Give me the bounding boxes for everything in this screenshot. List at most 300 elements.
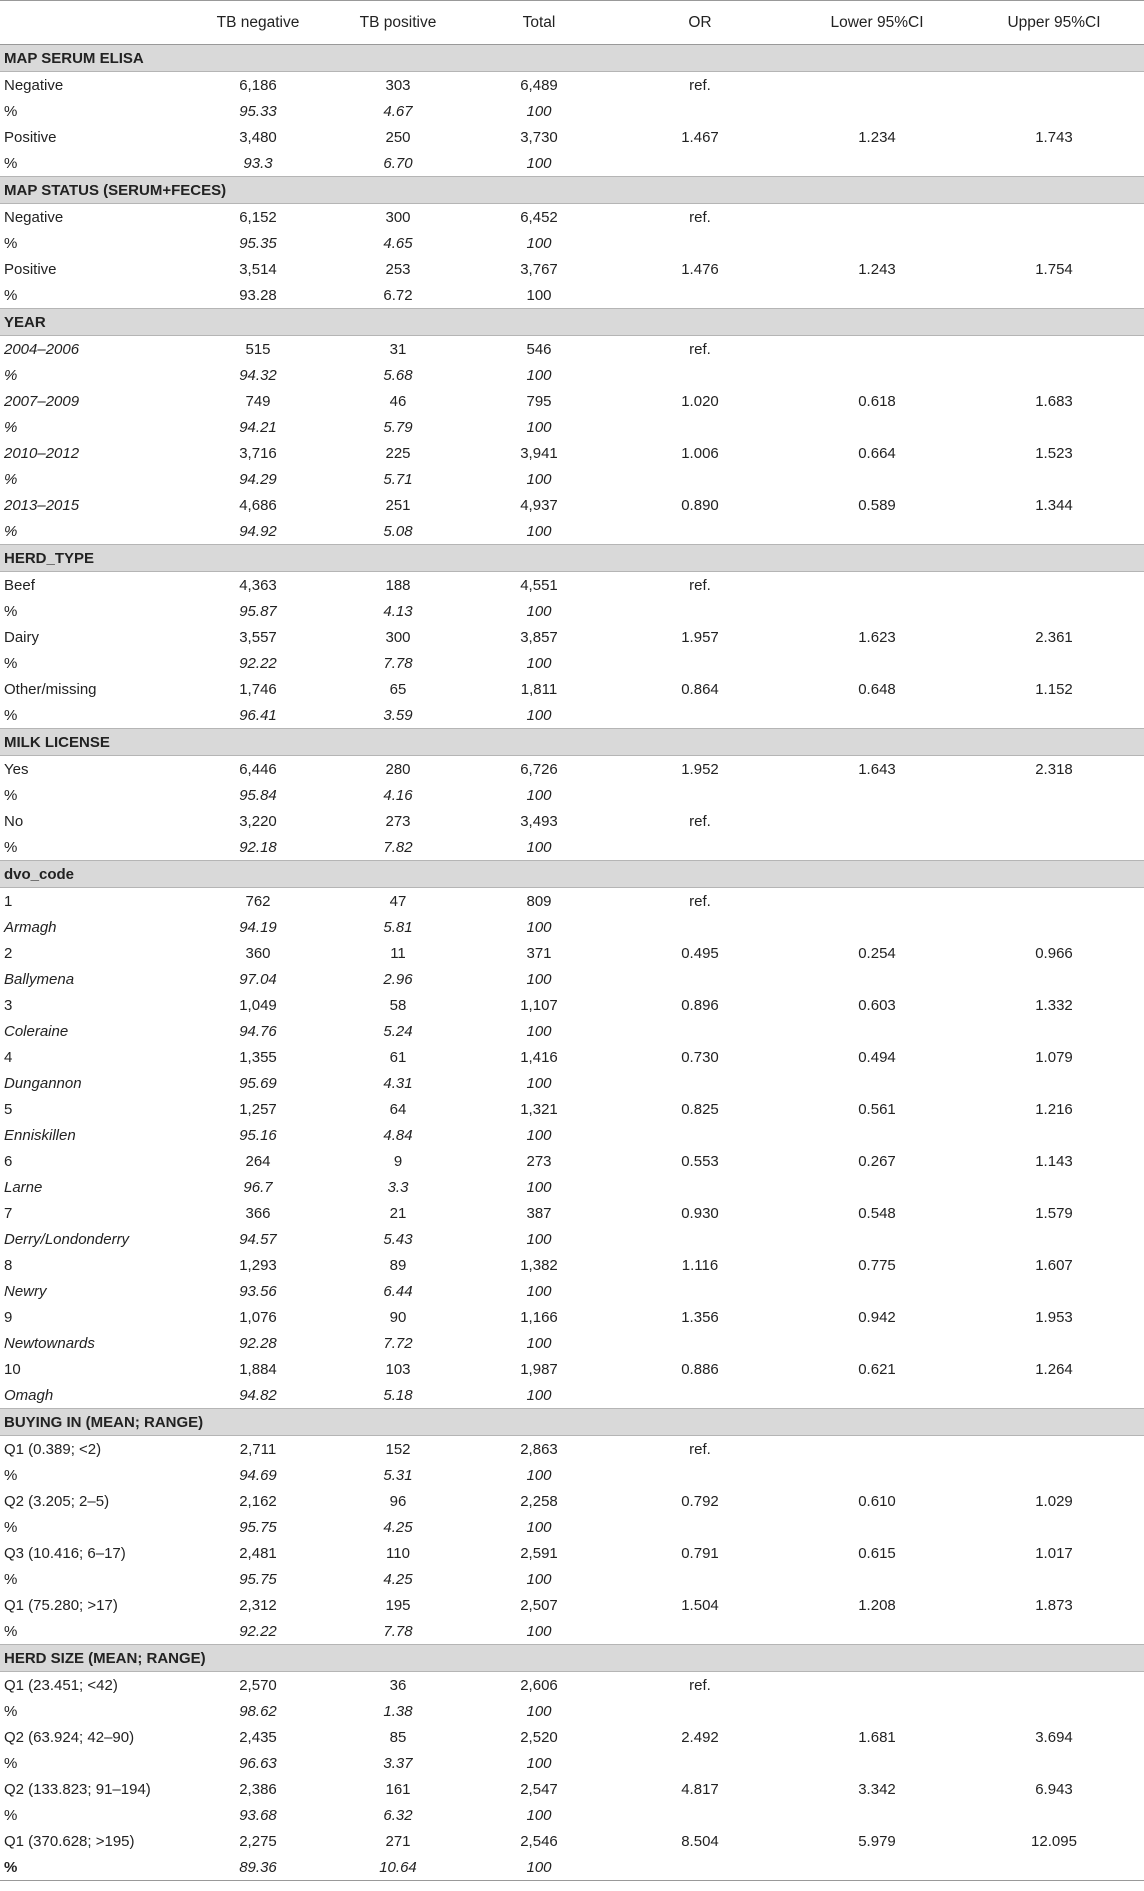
section-header-row [0, 1645, 1144, 1672]
lower-ci-value [790, 230, 964, 256]
row-label: Q2 (3.205; 2–5) [4, 1492, 110, 1510]
count-row [0, 940, 1144, 966]
row-label: Negative [4, 76, 64, 94]
total-value: 100 [526, 1622, 552, 1640]
lower-ci-value [790, 1174, 964, 1200]
upper-ci-value [964, 1018, 1144, 1044]
upper-ci-value: 1.607 [1035, 1256, 1073, 1274]
row-label: % [4, 1570, 18, 1588]
upper-ci-value: 1.683 [1035, 392, 1073, 410]
tb-negative-value: 93.28 [239, 286, 277, 304]
tb-positive-value: 85 [389, 1728, 407, 1746]
total-value: 6,489 [520, 76, 558, 94]
lower-ci-value: 0.610 [858, 1492, 896, 1510]
upper-ci-value: 1.143 [1035, 1152, 1073, 1170]
upper-ci-value [964, 1330, 1144, 1356]
header-cell-total: Total [468, 1, 610, 45]
upper-ci-value: 6.943 [1035, 1780, 1073, 1798]
lower-ci-value [790, 1070, 964, 1096]
percent-row [0, 98, 1144, 124]
count-row [0, 572, 1144, 599]
total-value: 100 [526, 786, 552, 804]
or-value: 1.020 [681, 392, 719, 410]
tb-negative-value: 94.82 [239, 1386, 277, 1404]
lower-ci-value: 0.494 [858, 1048, 896, 1066]
or-value [610, 230, 790, 256]
tb-negative-value: 95.75 [239, 1518, 277, 1536]
or-value: ref. [689, 576, 711, 594]
upper-ci-value [964, 1618, 1144, 1645]
section-header-row [0, 1409, 1144, 1436]
section-title: dvo_code [0, 861, 1144, 888]
tb-negative-value: 1,746 [239, 680, 277, 698]
or-value [610, 650, 790, 676]
or-value [610, 1462, 790, 1488]
percent-row [0, 966, 1144, 992]
row-label: Yes [4, 760, 29, 778]
lower-ci-value [790, 1382, 964, 1409]
header-cell-or: OR [610, 1, 790, 45]
or-value: 0.730 [681, 1048, 719, 1066]
tb-positive-value: 4.25 [383, 1570, 413, 1588]
upper-ci-value [964, 1802, 1144, 1828]
lower-ci-value [790, 204, 964, 231]
lower-ci-value [790, 1330, 964, 1356]
upper-ci-value [964, 1672, 1144, 1699]
count-row [0, 1488, 1144, 1514]
percent-row [0, 1462, 1144, 1488]
or-value: 8.504 [681, 1832, 719, 1850]
total-value: 100 [526, 1022, 552, 1040]
tb-positive-value: 103 [385, 1360, 411, 1378]
tb-negative-value: 94.92 [239, 522, 277, 540]
percent-row [0, 650, 1144, 676]
row-label: Positive [4, 260, 57, 278]
row-label: % [0, 1854, 188, 1881]
lower-ci-value: 5.979 [858, 1832, 896, 1850]
percent-row [0, 230, 1144, 256]
lower-ci-value [790, 72, 964, 99]
percent-row [0, 1750, 1144, 1776]
upper-ci-value [964, 598, 1144, 624]
upper-ci-value [964, 1436, 1144, 1463]
row-label: % [4, 706, 18, 724]
total-value: 1,811 [520, 680, 558, 698]
total-value: 100 [526, 838, 552, 856]
row-label: % [4, 1754, 18, 1772]
lower-ci-value [790, 1514, 964, 1540]
upper-ci-value [964, 1382, 1144, 1409]
row-label: Q2 (63.924; 42–90) [4, 1728, 135, 1746]
section-title: MAP SERUM ELISA [0, 45, 1144, 72]
section-header-row [0, 861, 1144, 888]
percent-row [0, 598, 1144, 624]
count-row [0, 1724, 1144, 1750]
total-value: 2,606 [520, 1676, 558, 1694]
upper-ci-value [964, 888, 1144, 915]
tb-negative-value: 749 [245, 392, 271, 410]
row-label: % [4, 1806, 18, 1824]
count-row [0, 440, 1144, 466]
header-cell-upper-ci: Upper 95%CI [964, 1, 1144, 45]
row-label: Enniskillen [4, 1126, 76, 1144]
percent-row [0, 834, 1144, 861]
lower-ci-value [790, 1462, 964, 1488]
tb-negative-value: 2,481 [239, 1544, 277, 1562]
upper-ci-value [964, 1070, 1144, 1096]
section-title: MAP STATUS (SERUM+FECES) [0, 177, 1144, 204]
tb-positive-value: 110 [386, 1544, 410, 1562]
tb-positive-value: 300 [385, 628, 411, 646]
total-value: 100 [526, 286, 552, 304]
upper-ci-value: 1.079 [1035, 1048, 1073, 1066]
total-value: 2,520 [520, 1728, 558, 1746]
lower-ci-value [790, 1618, 964, 1645]
tb-negative-value: 4,363 [239, 576, 277, 594]
row-label: 1 [4, 892, 13, 910]
tb-positive-value: 4.31 [383, 1074, 413, 1092]
tb-negative-value: 92.22 [239, 1622, 277, 1640]
tb-negative-value: 95.33 [239, 102, 277, 120]
or-value [610, 598, 790, 624]
row-label: 9 [4, 1308, 13, 1326]
tb-positive-value: 225 [385, 444, 411, 462]
or-value: ref. [689, 208, 711, 226]
tb-negative-value: 95.69 [239, 1074, 277, 1092]
row-label: Negative [4, 208, 64, 226]
count-row [0, 676, 1144, 702]
lower-ci-value [790, 888, 964, 915]
tb-positive-value: 58 [389, 996, 407, 1014]
total-value: 100 [526, 1754, 552, 1772]
lower-ci-value [790, 1122, 964, 1148]
lower-ci-value [790, 1278, 964, 1304]
or-value: 4.817 [681, 1780, 719, 1798]
row-label: 8 [4, 1256, 13, 1274]
tb-positive-value: 303 [385, 76, 411, 94]
percent-row [0, 1802, 1144, 1828]
or-value: 1.006 [681, 444, 719, 462]
tb-positive-value: 3.59 [383, 706, 413, 724]
lower-ci-value [790, 1018, 964, 1044]
tb-positive-value: 280 [385, 760, 411, 778]
tb-positive-value: 4.25 [383, 1518, 413, 1536]
tb-positive-value: 11 [390, 944, 406, 962]
lower-ci-value: 1.681 [858, 1728, 896, 1746]
or-value [610, 1854, 790, 1881]
or-value [610, 362, 790, 388]
lower-ci-value: 0.267 [858, 1152, 896, 1170]
or-value: 0.792 [681, 1492, 719, 1510]
total-value: 100 [526, 1466, 552, 1484]
section-header-row [0, 45, 1144, 72]
row-label: 4 [4, 1048, 13, 1066]
or-value: 1.476 [681, 260, 719, 278]
tb-positive-value: 5.68 [383, 366, 413, 384]
or-value [610, 1566, 790, 1592]
total-value: 371 [526, 944, 552, 962]
tb-negative-value: 1,257 [239, 1100, 277, 1118]
tb-positive-value: 7.78 [383, 654, 413, 672]
row-label: % [4, 234, 18, 252]
upper-ci-value [964, 336, 1144, 363]
total-value: 2,546 [520, 1832, 558, 1850]
tb-positive-value: 251 [385, 496, 411, 514]
row-label: Q3 (10.416; 6–17) [4, 1544, 126, 1562]
percent-row [0, 1226, 1144, 1252]
tb-positive-value: 4.16 [383, 786, 413, 804]
row-label: 2004–2006 [4, 340, 80, 358]
tb-positive-value: 5.24 [383, 1022, 413, 1040]
lower-ci-value [790, 282, 964, 309]
tb-negative-value: 94.19 [239, 918, 277, 936]
percent-row [0, 362, 1144, 388]
upper-ci-value [964, 282, 1144, 309]
lower-ci-value [790, 98, 964, 124]
or-value: 0.825 [681, 1100, 719, 1118]
tb-negative-value: 93.68 [239, 1806, 277, 1824]
section-title: HERD SIZE (MEAN; RANGE) [0, 1645, 1144, 1672]
tb-positive-value: 188 [385, 576, 411, 594]
total-value: 2,507 [520, 1596, 558, 1614]
lower-ci-value [790, 1566, 964, 1592]
or-value [610, 1278, 790, 1304]
tb-negative-value: 3,480 [239, 128, 277, 146]
row-label: % [4, 418, 18, 436]
tb-positive-value: 96 [389, 1492, 407, 1510]
count-row [0, 756, 1144, 783]
section-title: YEAR [0, 309, 1144, 336]
upper-ci-value: 2.361 [1035, 628, 1073, 646]
or-value [610, 1226, 790, 1252]
total-value: 100 [526, 154, 552, 172]
lower-ci-value [790, 1750, 964, 1776]
lower-ci-value [790, 414, 964, 440]
upper-ci-value: 1.523 [1035, 444, 1073, 462]
row-label: Other/missing [4, 680, 97, 698]
or-value [610, 834, 790, 861]
tb-positive-value: 3.37 [383, 1754, 413, 1772]
count-row [0, 1540, 1144, 1566]
total-value: 1,987 [520, 1360, 558, 1378]
tb-negative-value: 2,386 [239, 1780, 277, 1798]
percent-row [0, 1018, 1144, 1044]
upper-ci-value: 3.694 [1035, 1728, 1073, 1746]
total-value: 1,416 [520, 1048, 558, 1066]
percent-row [0, 1854, 1144, 1881]
lower-ci-value: 1.623 [858, 628, 896, 646]
or-value: 1.356 [681, 1308, 719, 1326]
row-label: % [4, 522, 18, 540]
header-cell-label [0, 1, 188, 45]
lower-ci-value: 1.643 [858, 760, 896, 778]
tb-negative-value: 94.21 [239, 418, 277, 436]
tb-negative-value: 94.57 [239, 1230, 277, 1248]
percent-row [0, 1330, 1144, 1356]
total-value: 6,452 [520, 208, 558, 226]
section-title: BUYING IN (MEAN; RANGE) [0, 1409, 1144, 1436]
tb-negative-value: 6,152 [239, 208, 277, 226]
percent-row [0, 1174, 1144, 1200]
total-value: 809 [526, 892, 552, 910]
total-value: 100 [526, 1178, 552, 1196]
row-label: 2 [4, 944, 13, 962]
percent-row [0, 1070, 1144, 1096]
row-label: 3 [4, 996, 13, 1014]
lower-ci-value [790, 834, 964, 861]
row-label: Ballymena [4, 970, 75, 988]
upper-ci-value: 1.743 [1035, 128, 1073, 146]
upper-ci-value: 1.873 [1035, 1596, 1073, 1614]
total-value: 2,547 [520, 1780, 558, 1798]
or-value: 1.952 [681, 760, 719, 778]
header-cell-tb-positive: TB positive [328, 1, 468, 45]
percent-row [0, 914, 1144, 940]
tb-negative-value: 264 [245, 1152, 271, 1170]
total-value: 3,493 [520, 812, 558, 830]
tb-negative-value: 3,716 [239, 444, 277, 462]
total-value: 100 [526, 970, 552, 988]
total-value: 3,767 [520, 260, 558, 278]
lower-ci-value: 0.618 [858, 392, 896, 410]
count-row [0, 124, 1144, 150]
tb-positive-value: 5.79 [383, 418, 413, 436]
tb-negative-value: 6,446 [239, 760, 277, 778]
or-value: ref. [689, 892, 711, 910]
or-value: 0.896 [681, 996, 719, 1014]
total-value: 2,863 [520, 1440, 558, 1458]
or-value: 1.116 [681, 1256, 719, 1274]
row-label: Q2 (133.823; 91–194) [4, 1780, 151, 1798]
count-row [0, 336, 1144, 363]
lower-ci-value [790, 1802, 964, 1828]
upper-ci-value: 1.953 [1035, 1308, 1073, 1326]
tb-positive-value: 6.70 [383, 154, 413, 172]
row-label: 6 [4, 1152, 13, 1170]
lower-ci-value: 0.603 [858, 996, 896, 1014]
tb-negative-value: 1,076 [239, 1308, 277, 1326]
or-value: 2.492 [681, 1728, 719, 1746]
tb-negative-value: 95.35 [239, 234, 277, 252]
section-header-row [0, 545, 1144, 572]
tb-negative-value: 2,435 [239, 1728, 277, 1746]
tb-negative-value: 97.04 [239, 970, 277, 988]
lower-ci-value: 3.342 [858, 1780, 896, 1798]
row-label: % [4, 1466, 18, 1484]
total-value: 546 [526, 340, 552, 358]
tb-negative-value: 89.36 [188, 1854, 328, 1881]
upper-ci-value [964, 702, 1144, 729]
tb-negative-value: 360 [245, 944, 271, 962]
row-label: Q1 (370.628; >195) [4, 1832, 135, 1850]
section-header-row [0, 177, 1144, 204]
lower-ci-value: 0.254 [858, 944, 896, 962]
section-header-row [0, 309, 1144, 336]
total-value: 1,166 [520, 1308, 558, 1326]
tb-positive-value: 3.3 [387, 1178, 409, 1196]
tb-positive-value: 152 [385, 1440, 411, 1458]
upper-ci-value [964, 1566, 1144, 1592]
row-label: 2010–2012 [4, 444, 80, 462]
row-label: % [4, 102, 18, 120]
tb-negative-value: 2,711 [239, 1440, 277, 1458]
tb-positive-value: 9 [393, 1152, 403, 1170]
count-row [0, 388, 1144, 414]
row-label: Q1 (75.280; >17) [4, 1596, 118, 1614]
tb-positive-value: 21 [389, 1204, 407, 1222]
row-label: Beef [4, 576, 35, 594]
total-value: 1,107 [520, 996, 558, 1014]
section-title: HERD_TYPE [0, 545, 1144, 572]
tb-positive-value: 161 [385, 1780, 411, 1798]
row-label: 7 [4, 1204, 13, 1222]
tb-positive-value: 6.72 [383, 286, 413, 304]
total-value: 100 [526, 418, 552, 436]
or-value [610, 1618, 790, 1645]
count-row [0, 1672, 1144, 1699]
total-value: 100 [526, 234, 552, 252]
count-row [0, 1356, 1144, 1382]
upper-ci-value [964, 1278, 1144, 1304]
or-value: ref. [689, 76, 711, 94]
row-label: 2007–2009 [4, 392, 80, 410]
tb-positive-value: 253 [385, 260, 411, 278]
upper-ci-value [964, 914, 1144, 940]
row-label: % [4, 838, 18, 856]
or-value [610, 782, 790, 808]
tb-negative-value: 4,686 [239, 496, 277, 514]
row-label: Newry [4, 1282, 47, 1300]
total-value: 1,382 [520, 1256, 558, 1274]
row-label: Q1 (0.389; <2) [4, 1440, 102, 1458]
or-value [610, 702, 790, 729]
row-label: % [4, 286, 18, 304]
lower-ci-value: 0.942 [858, 1308, 896, 1326]
tb-positive-value: 1.38 [383, 1702, 413, 1720]
row-label: % [4, 654, 18, 672]
tb-negative-value: 2,312 [239, 1596, 277, 1614]
total-value: 6,726 [520, 760, 558, 778]
upper-ci-value [964, 150, 1144, 177]
upper-ci-value [964, 834, 1144, 861]
lower-ci-value: 1.243 [858, 260, 896, 278]
upper-ci-value: 1.344 [1035, 496, 1073, 514]
total-value: 100 [526, 366, 552, 384]
row-label: % [4, 1518, 18, 1536]
count-row [0, 492, 1144, 518]
total-value: 795 [526, 392, 552, 410]
total-value: 100 [526, 1230, 552, 1248]
total-value: 2,591 [520, 1544, 558, 1562]
row-label: % [4, 602, 18, 620]
upper-ci-value [964, 98, 1144, 124]
tb-positive-value: 2.96 [383, 970, 413, 988]
or-value [610, 1750, 790, 1776]
or-value: ref. [689, 812, 711, 830]
percent-row [0, 466, 1144, 492]
count-row [0, 1148, 1144, 1174]
row-label: % [4, 1702, 18, 1720]
tb-negative-value: 1,049 [239, 996, 277, 1014]
upper-ci-value [964, 650, 1144, 676]
lower-ci-value [790, 1436, 964, 1463]
lower-ci-value: 0.615 [858, 1544, 896, 1562]
total-value: 100 [526, 1806, 552, 1824]
or-value: 0.930 [681, 1204, 719, 1222]
or-value [610, 1018, 790, 1044]
upper-ci-value [964, 782, 1144, 808]
lower-ci-value: 1.208 [858, 1596, 896, 1614]
